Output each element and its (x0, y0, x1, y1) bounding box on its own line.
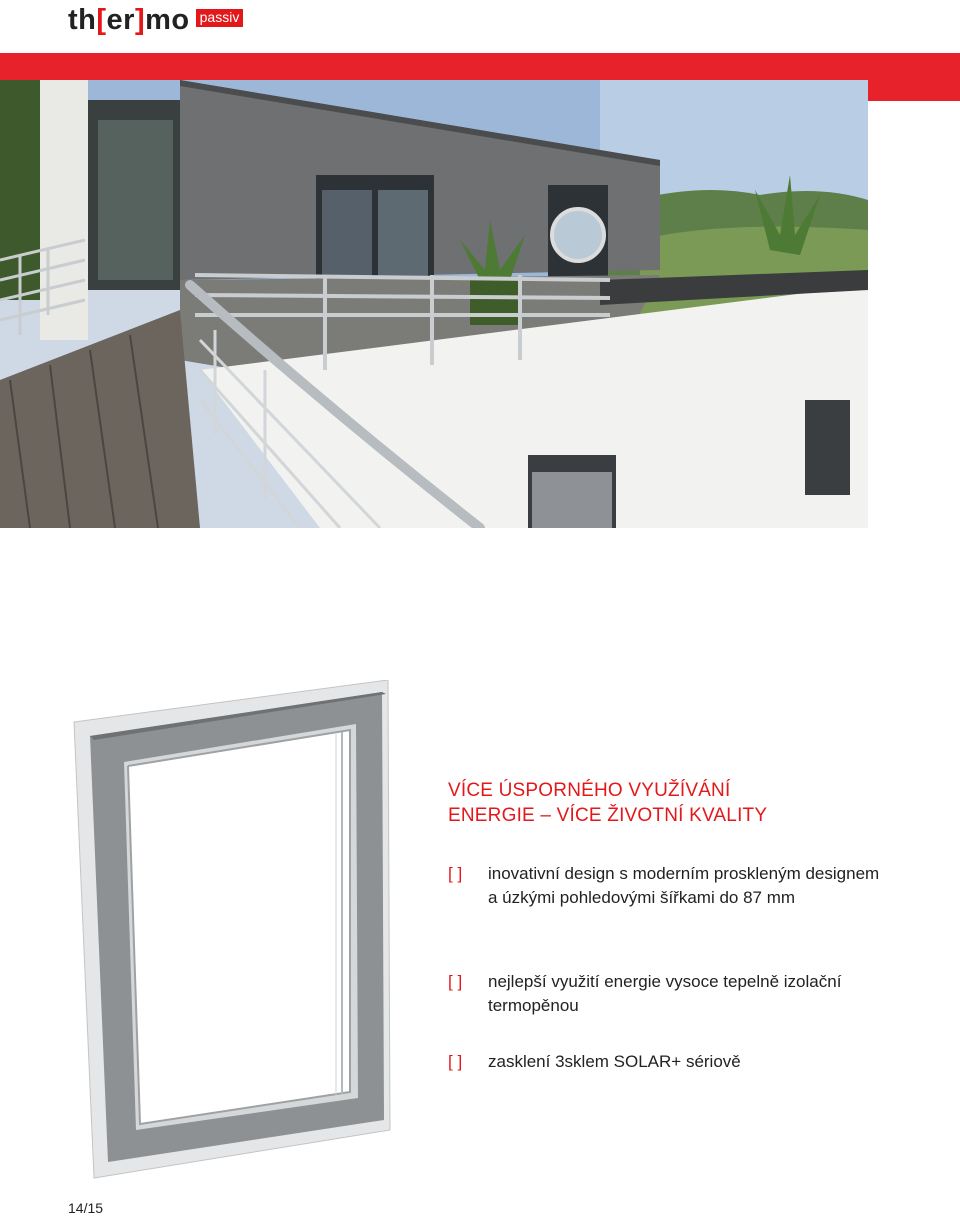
feature-item (448, 970, 888, 1018)
headline-line-1: VÍCE ÚSPORNÉHO VYUŽÍVÁNÍ (448, 780, 731, 801)
bullet-bracket-icon: [ ] (448, 972, 463, 991)
bullet-bracket-icon: [ ] (448, 864, 463, 883)
feature-item (448, 1050, 888, 1074)
feature-text: zasklení 3sklem SOLAR+ sériově (488, 1052, 741, 1071)
logo-badge: passiv (196, 9, 244, 27)
bullet-bracket-icon: [ ] (448, 1052, 463, 1071)
logo-wordmark: th[er]mo (68, 3, 190, 36)
window-frame-image (66, 680, 396, 1180)
brand-logo (68, 4, 243, 36)
headline-line-2: ENERGIE – VÍCE ŽIVOTNÍ KVALITY (448, 805, 768, 826)
feature-text: nejlepší využití energie vysoce tepelně izolační termopěnou (488, 972, 842, 1015)
page-number: 14/15 (68, 1200, 104, 1216)
headline (448, 778, 767, 828)
feature-item (448, 862, 888, 910)
house-terrace-photo (0, 80, 868, 528)
feature-text: inovativní design s moderním proskleným designem a úzkými pohledovými šířkami do 87 mm (488, 864, 880, 907)
